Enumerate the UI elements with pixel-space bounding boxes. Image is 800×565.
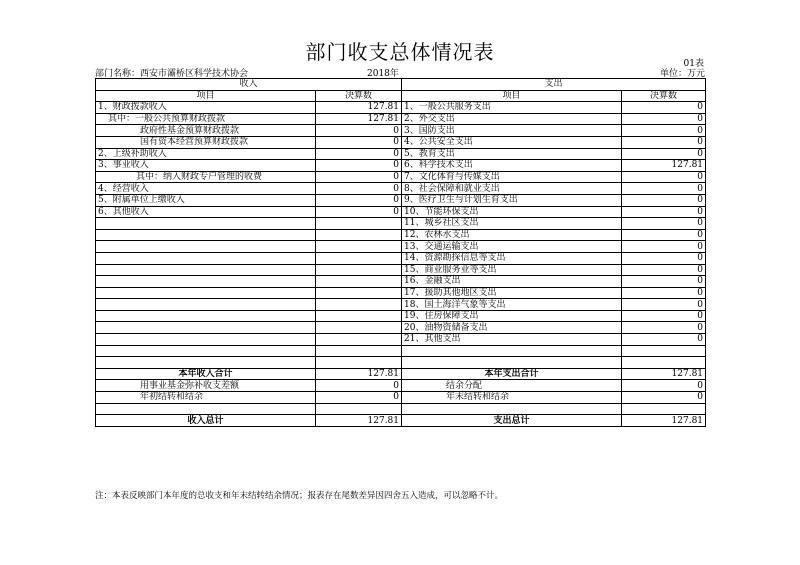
- footnote: 注：本表反映部门本年度的总收支和年末结转结余情况；报表存在尾数差异因四舍五入造成，可以忽略不计。: [95, 491, 504, 501]
- grand-expense-value: 127.81: [622, 415, 706, 427]
- income-amount-cell: 0: [316, 194, 402, 206]
- income-amount-cell: [316, 287, 402, 299]
- expense-item-cell: [402, 345, 622, 357]
- table-row: [96, 102, 706, 114]
- table-row: [96, 357, 706, 369]
- carryover-row: [96, 392, 706, 404]
- expense-item-cell: 1、一般公共服务支出: [402, 102, 622, 114]
- table-row: [96, 287, 706, 299]
- table-code: 01表: [683, 59, 704, 69]
- income-amount-cell: [316, 357, 402, 369]
- expense-item-cell: 15、商业服务业等支出: [402, 264, 622, 276]
- expense-item-cell: [402, 357, 622, 369]
- income-header: 收入: [96, 79, 402, 91]
- expense-item-cell: 4、公共安全支出: [402, 136, 622, 148]
- expense-amount-cell: 0: [622, 136, 706, 148]
- annual-total-row: [96, 368, 706, 380]
- grand-expense-label: 支出总计: [402, 415, 622, 427]
- income-item-cell: 其中：一般公共预算财政拨款: [96, 113, 316, 125]
- table-row: [96, 206, 706, 218]
- income-item-header: 项目: [96, 90, 316, 102]
- expense-amount-cell: 0: [622, 218, 706, 230]
- income-total-value: 127.81: [316, 368, 402, 380]
- grand-income-label: 收入总计: [96, 415, 316, 427]
- expense-amount-cell: [622, 345, 706, 357]
- income-amount-cell: 0: [316, 206, 402, 218]
- income-item-cell: 政府性基金预算财政拨款: [96, 125, 316, 137]
- expense-amount-header: 决算数: [622, 90, 706, 102]
- expense-amount-cell: 127.81: [622, 160, 706, 172]
- expense-item-cell: 7、文化体育与传媒支出: [402, 171, 622, 183]
- income-item-cell: [96, 334, 316, 346]
- expense-amount-cell: 0: [622, 322, 706, 334]
- income-item-cell: 2、上级补助收入: [96, 148, 316, 160]
- dist-value: 0: [622, 380, 706, 392]
- income-item-cell: [96, 322, 316, 334]
- expense-item-cell: 10、节能环保支出: [402, 206, 622, 218]
- income-item-cell: [96, 345, 316, 357]
- expense-item-cell: 3、国防支出: [402, 125, 622, 137]
- spacer-row: [96, 403, 706, 415]
- income-amount-cell: [316, 241, 402, 253]
- income-amount-cell: 0: [316, 125, 402, 137]
- income-item-cell: [96, 252, 316, 264]
- income-amount-cell: [316, 322, 402, 334]
- begin-label: 年初结转和结余: [96, 392, 316, 404]
- expense-item-cell: 13、交通运输支出: [402, 241, 622, 253]
- expense-amount-cell: 0: [622, 310, 706, 322]
- expense-item-cell: 19、住房保障支出: [402, 310, 622, 322]
- income-item-cell: 其中：纳入财政专户管理的收费: [96, 171, 316, 183]
- expense-total-label: 本年支出合计: [402, 368, 622, 380]
- expense-item-cell: 20、油物资储备支出: [402, 322, 622, 334]
- expense-amount-cell: 0: [622, 171, 706, 183]
- expense-amount-cell: 0: [622, 252, 706, 264]
- expense-amount-cell: 0: [622, 183, 706, 195]
- income-amount-cell: [316, 276, 402, 288]
- table-row: [96, 322, 706, 334]
- expense-item-cell: 12、农林水支出: [402, 229, 622, 241]
- expense-item-cell: 9、医疗卫生与计划生育支出: [402, 194, 622, 206]
- table-row: [96, 310, 706, 322]
- expense-item-cell: 14、资源勘探信息等支出: [402, 252, 622, 264]
- income-amount-header: 决算数: [316, 90, 402, 102]
- income-item-cell: [96, 218, 316, 230]
- table-row: [96, 276, 706, 288]
- income-item-cell: [96, 357, 316, 369]
- end-value: 0: [622, 392, 706, 404]
- income-amount-cell: [316, 345, 402, 357]
- income-amount-cell: [316, 334, 402, 346]
- expense-amount-cell: 0: [622, 299, 706, 311]
- grand-total-row: [96, 415, 706, 427]
- income-amount-cell: 0: [316, 148, 402, 160]
- table-row: [96, 345, 706, 357]
- page-title: 部门收支总体情况表: [305, 40, 495, 64]
- budget-table: [95, 78, 706, 427]
- table-row: [96, 218, 706, 230]
- income-amount-cell: [316, 252, 402, 264]
- expense-item-cell: 21、其他支出: [402, 334, 622, 346]
- income-item-cell: 5、附属单位上缴收入: [96, 194, 316, 206]
- income-amount-cell: 127.81: [316, 113, 402, 125]
- expense-amount-cell: 0: [622, 287, 706, 299]
- expense-item-cell: 17、援助其他地区支出: [402, 287, 622, 299]
- table-row: [96, 229, 706, 241]
- income-amount-cell: [316, 229, 402, 241]
- column-header-row: [96, 90, 706, 102]
- income-item-cell: 1、财政拨款收入: [96, 102, 316, 114]
- expense-item-cell: 8、社会保障和就业支出: [402, 183, 622, 195]
- begin-value: 0: [316, 392, 402, 404]
- table-row: [96, 299, 706, 311]
- income-item-cell: 4、经营收入: [96, 183, 316, 195]
- expense-amount-cell: 0: [622, 113, 706, 125]
- dist-label: 结余分配: [402, 380, 622, 392]
- report-year: 2018年: [367, 69, 399, 79]
- table-row: [96, 136, 706, 148]
- unit-label: 单位：万元: [659, 69, 705, 79]
- income-amount-cell: 0: [316, 171, 402, 183]
- table-row: [96, 160, 706, 172]
- table-row: [96, 125, 706, 137]
- expense-amount-cell: 0: [622, 102, 706, 114]
- table-row: [96, 264, 706, 276]
- income-item-cell: 国有资本经营预算财政拨款: [96, 136, 316, 148]
- expense-item-cell: 2、外交支出: [402, 113, 622, 125]
- grand-income-value: 127.81: [316, 415, 402, 427]
- income-amount-cell: [316, 264, 402, 276]
- section-header-row: [96, 79, 706, 91]
- income-amount-cell: 0: [316, 136, 402, 148]
- expense-item-cell: 18、国土海洋气象等支出: [402, 299, 622, 311]
- table-row: [96, 148, 706, 160]
- table-row: [96, 171, 706, 183]
- expense-amount-cell: [622, 357, 706, 369]
- expense-amount-cell: 0: [622, 229, 706, 241]
- income-amount-cell: [316, 218, 402, 230]
- income-amount-cell: [316, 310, 402, 322]
- expense-amount-cell: 0: [622, 276, 706, 288]
- expense-amount-cell: 0: [622, 148, 706, 160]
- income-item-cell: [96, 264, 316, 276]
- table-meta: [95, 66, 705, 78]
- income-item-cell: [96, 310, 316, 322]
- fund-label: 用事业基金弥补收支差额: [96, 380, 316, 392]
- income-item-cell: [96, 229, 316, 241]
- table-row: [96, 194, 706, 206]
- expense-amount-cell: 0: [622, 125, 706, 137]
- table-row: [96, 334, 706, 346]
- income-item-cell: [96, 287, 316, 299]
- expense-amount-cell: 0: [622, 194, 706, 206]
- org-name: 部门名称：西安市灞桥区科学技术协会: [95, 69, 249, 79]
- expense-item-header: 项目: [402, 90, 622, 102]
- income-item-cell: 3、事业收入: [96, 160, 316, 172]
- income-amount-cell: 127.81: [316, 102, 402, 114]
- income-amount-cell: 0: [316, 160, 402, 172]
- income-item-cell: 6、其他收入: [96, 206, 316, 218]
- expense-item-cell: 5、教育支出: [402, 148, 622, 160]
- income-total-label: 本年收入合计: [96, 368, 316, 380]
- expense-total-value: 127.81: [622, 368, 706, 380]
- expense-item-cell: 16、金融支出: [402, 276, 622, 288]
- table-row: [96, 183, 706, 195]
- income-amount-cell: 0: [316, 183, 402, 195]
- expense-amount-cell: 0: [622, 241, 706, 253]
- fund-row: [96, 380, 706, 392]
- expense-item-cell: 11、城乡社区支出: [402, 218, 622, 230]
- fund-value: 0: [316, 380, 402, 392]
- income-item-cell: [96, 241, 316, 253]
- table-row: [96, 252, 706, 264]
- expense-amount-cell: 0: [622, 206, 706, 218]
- income-item-cell: [96, 299, 316, 311]
- expense-item-cell: 6、科学技术支出: [402, 160, 622, 172]
- table-row: [96, 113, 706, 125]
- end-label: 年末结转和结余: [402, 392, 622, 404]
- expense-amount-cell: 0: [622, 264, 706, 276]
- table-row: [96, 241, 706, 253]
- income-item-cell: [96, 276, 316, 288]
- expense-header: 支出: [402, 79, 706, 91]
- income-amount-cell: [316, 299, 402, 311]
- expense-amount-cell: 0: [622, 334, 706, 346]
